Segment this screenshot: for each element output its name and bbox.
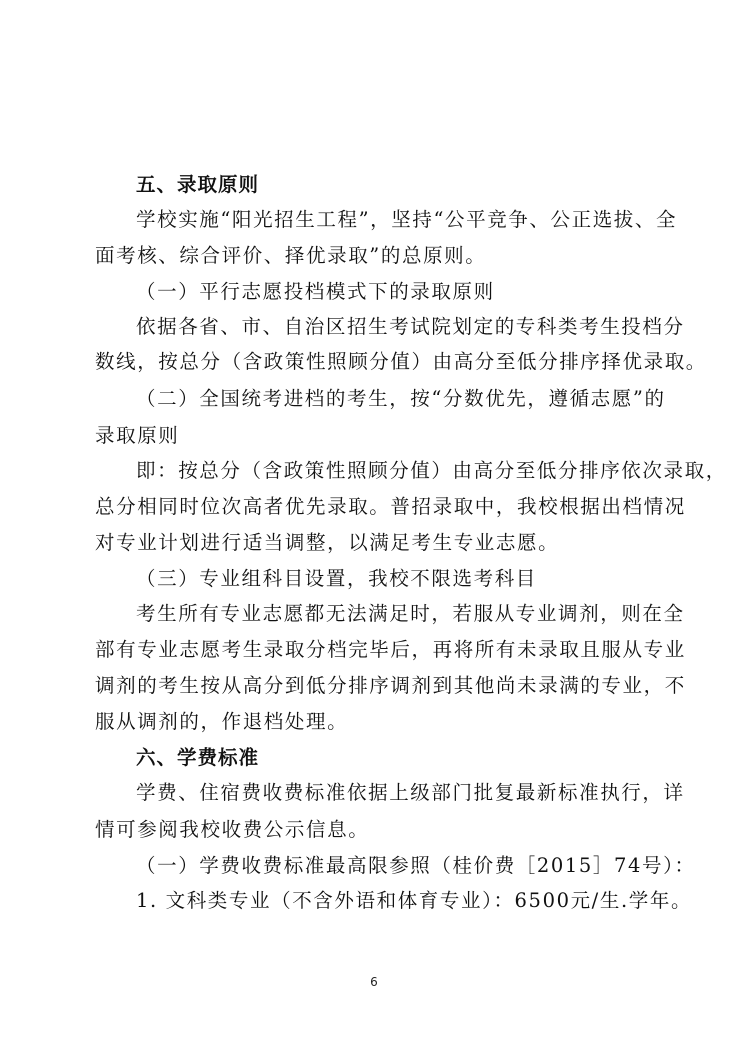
section-heading-admission-principles: 五、录取原则 — [136, 173, 260, 196]
paragraph-line: 即：按总分（含政策性照顾分值）由高分至低分排序依次录取， — [136, 459, 727, 482]
subsection-heading: （一）平行志愿投档模式下的录取原则 — [136, 280, 495, 303]
subsection-heading: （二）全国统考进档的考生，按“分数优先，遵循志愿”的 — [136, 387, 666, 410]
paragraph-line: 部有专业志愿考生录取分档完毕后，再将所有未录取且服从专业 — [95, 638, 686, 661]
paragraph-line: 学费、住宿费收费标准依据上级部门批复最新标准执行，详 — [136, 781, 685, 804]
paragraph-line: 对专业计划进行适当调整，以满足考生专业志愿。 — [95, 531, 560, 554]
paragraph-line: 情可参阅我校收费公示信息。 — [95, 818, 370, 841]
paragraph-line: 总分相同时位次高者优先录取。普招录取中，我校根据出档情况 — [95, 495, 686, 518]
page-number: 6 — [370, 975, 378, 989]
section-heading-tuition-standards: 六、学费标准 — [136, 746, 260, 769]
paragraph-line: 录取原则 — [95, 424, 180, 447]
subsection-heading: （三）专业组科目设置，我校不限选考科目 — [136, 567, 537, 590]
paragraph-line: 调剂的考生按从高分到低分排序调剂到其他尚未录满的专业，不 — [95, 674, 686, 697]
paragraph-line: 面考核、综合评价、择优录取”的总原则。 — [95, 244, 487, 267]
subsection-heading: （一）学费收费标准最高限参照（桂价费［2015］74号）： — [136, 854, 696, 877]
paragraph-line: 考生所有专业志愿都无法满足时，若服从专业调剂，则在全 — [136, 602, 685, 625]
paragraph-line: 数线，按总分（含政策性照顾分值）由高分至低分排序择优录取。 — [95, 350, 707, 373]
paragraph-line: 学校实施“阳光招生工程”，坚持“公平竞争、公正选拔、全 — [136, 208, 678, 231]
paragraph-line: 服从调剂的，作退档处理。 — [95, 710, 349, 733]
paragraph-line: 依据各省、市、自治区招生考试院划定的专科类考生投档分 — [136, 315, 685, 338]
list-item: 1. 文科类专业（不含外语和体育专业）：6500元/生.学年。 — [136, 889, 693, 912]
